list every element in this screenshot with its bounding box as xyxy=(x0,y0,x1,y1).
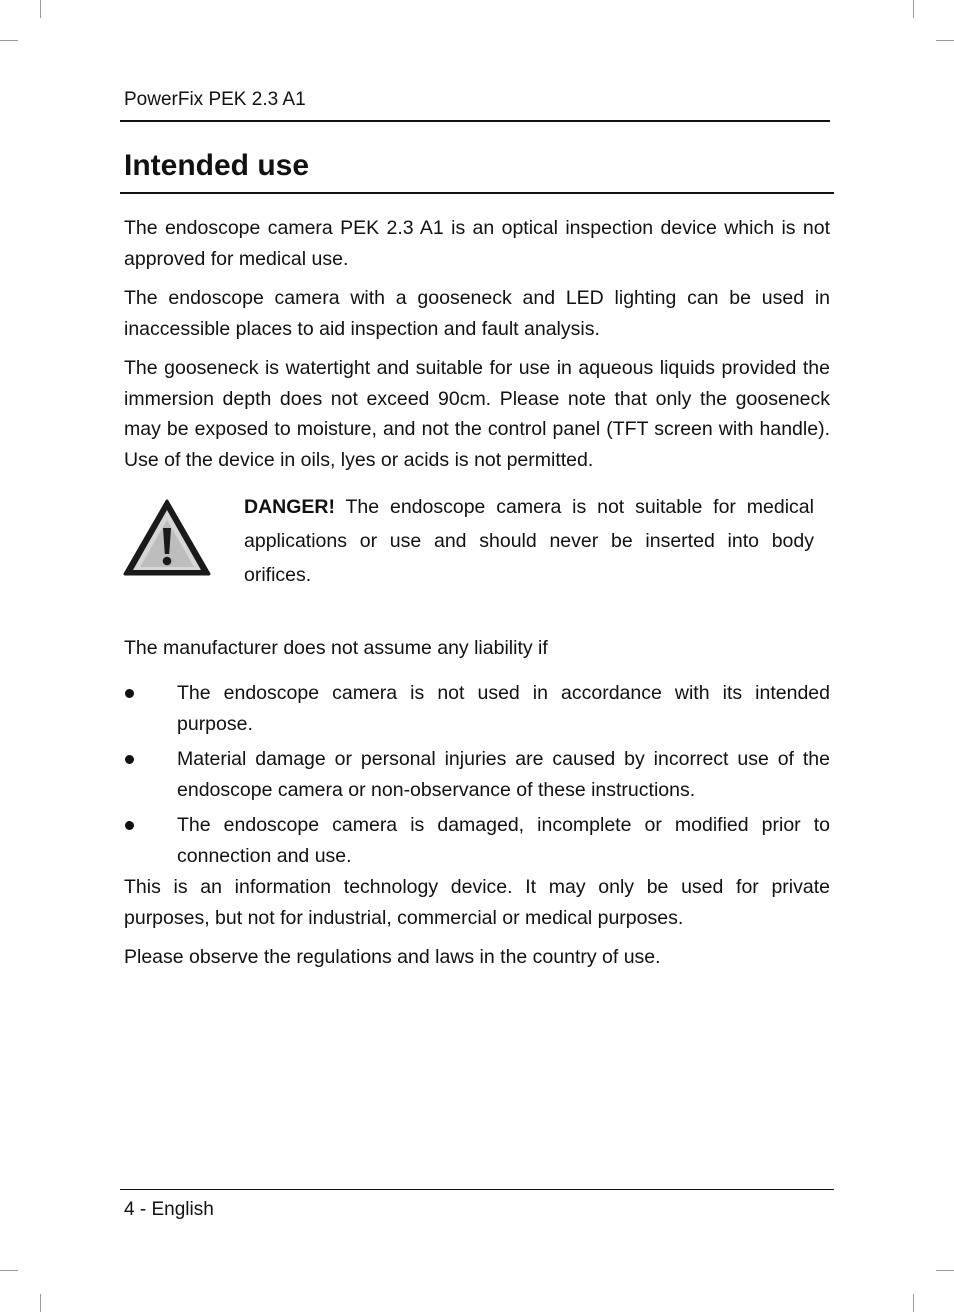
running-header: PowerFix PEK 2.3 A1 xyxy=(124,89,306,110)
crop-mark xyxy=(40,1294,41,1312)
liability-intro: The manufacturer does not assume any liability if xyxy=(124,637,548,659)
warning-triangle-icon xyxy=(122,498,212,578)
list-item xyxy=(124,810,830,871)
list-item-text: Material damage or personal injuries are caused by incorrect use of the endoscope camera or non-observance of these instructions. xyxy=(177,748,830,801)
liability-list xyxy=(124,678,830,871)
crop-mark xyxy=(936,40,954,41)
bullet-icon xyxy=(125,821,134,830)
crop-mark xyxy=(40,0,41,18)
footer-rule xyxy=(120,1189,834,1190)
paragraph-not-medical: The endoscope camera PEK 2.3 A1 is an optical inspection device which is not approved for medical use. xyxy=(124,217,830,270)
page-number: 4 - English xyxy=(124,1199,214,1220)
crop-mark xyxy=(936,1270,954,1271)
list-item-text: The endoscope camera is damaged, incomplete or modified prior to connection and use. xyxy=(177,814,830,867)
section-title: Intended use xyxy=(124,149,310,182)
danger-label: DANGER! xyxy=(244,496,335,518)
paragraph-regulations: Please observe the regulations and laws in the country of use. xyxy=(124,946,661,968)
header-rule xyxy=(120,120,830,122)
list-item xyxy=(124,744,830,805)
bullet-icon xyxy=(125,689,134,698)
crop-mark xyxy=(0,40,18,41)
crop-mark xyxy=(913,0,914,18)
title-rule xyxy=(120,192,834,194)
list-item xyxy=(124,678,830,739)
list-item-text: The endoscope camera is not used in accordance with its intended purpose. xyxy=(177,682,830,735)
paragraph-it-device: This is an information technology device. It may only be used for private purposes, but not for industrial, commercial or medical purposes. xyxy=(124,876,830,929)
crop-mark xyxy=(913,1294,914,1312)
paragraph-gooseneck-led: The endoscope camera with a gooseneck and LED lighting can be used in inaccessible places to aid inspection and fault analysis. xyxy=(124,287,830,340)
crop-mark xyxy=(0,1270,18,1271)
danger-text: The endoscope camera is not suitable for medical applications or use and should never be inserted into body orifices. xyxy=(244,496,814,586)
bullet-icon xyxy=(125,755,134,764)
danger-notice xyxy=(244,490,814,592)
paragraph-watertight: The gooseneck is watertight and suitable for use in aqueous liquids provided the immersion depth does not exceed 90cm. Please note that only the gooseneck may be exposed to moisture, and not the control panel (TFT screen with handle). Use of the device in oils, lyes or acids is not permitted. xyxy=(124,357,830,471)
